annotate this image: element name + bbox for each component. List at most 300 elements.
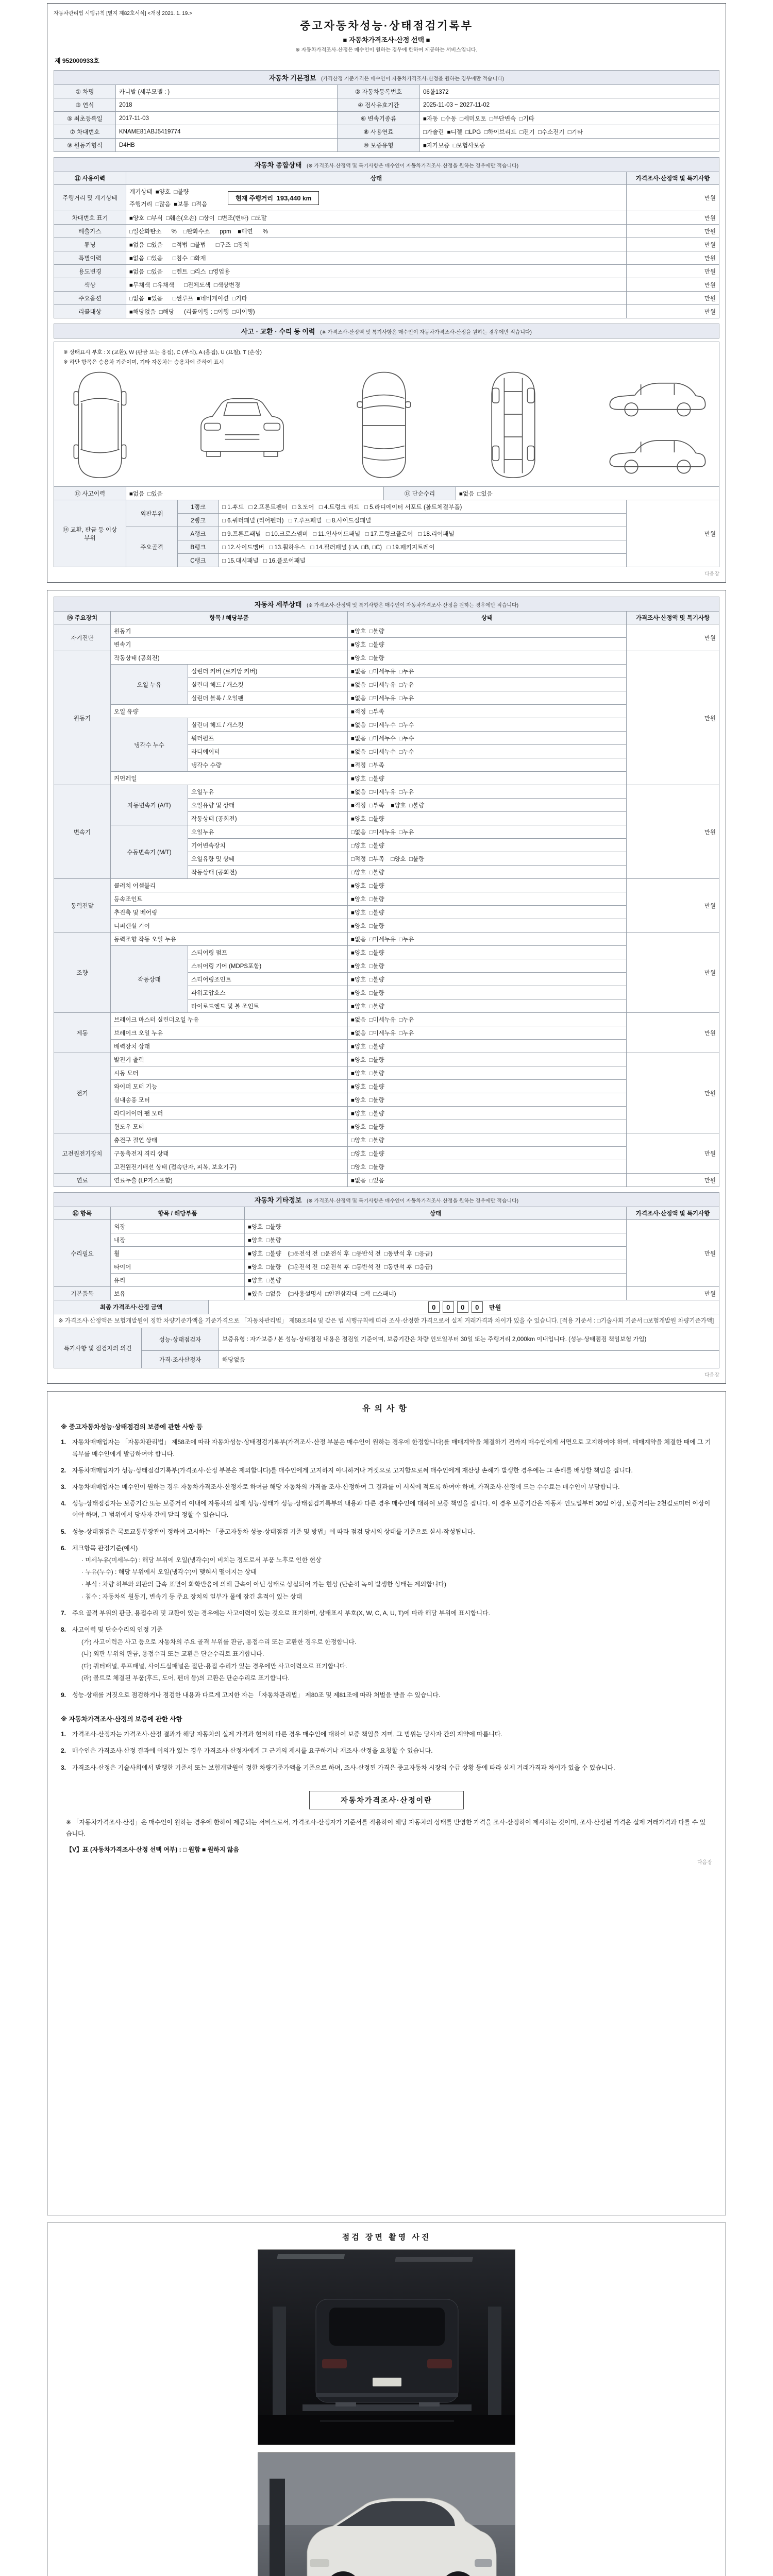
item-cell: 기어변속장치 — [188, 839, 348, 852]
remarks-row — [54, 1328, 719, 1351]
notice-item-number: 2. — [61, 1747, 66, 1755]
comprehensive-table — [54, 172, 719, 318]
item-cell: 충전구 절연 상태 — [111, 1133, 348, 1147]
field-value: □가솔린 ■디젤 □LPG □하이브리드 □전기 □수소전기 □기타 — [420, 125, 719, 139]
etc-row — [54, 1247, 719, 1260]
exchange-panel-table — [54, 500, 719, 567]
field-label: ② 자동차등록번호 — [338, 85, 420, 98]
exchange-panel-row — [54, 500, 719, 514]
field-label: ⑥ 변속기종류 — [338, 112, 420, 125]
price-cell: 만원 — [627, 211, 719, 225]
field-label: ③ 연식 — [54, 98, 116, 112]
section-title: 자동차 세부상태 — [254, 601, 302, 608]
item-cell: 추진축 및 베어링 — [111, 906, 348, 919]
car-diagram-topview-panels — [345, 369, 423, 482]
final-price-row — [54, 1300, 719, 1314]
price-cell: 만원 — [627, 292, 719, 305]
definition-text: ※ 「자동차가격조사·산정」은 매수인이 원하는 경우에 한하여 제공되는 서비스로서, 가격조사·산정자가 기준서를 적용하여 해당 자동차의 상태를 반영한 가격을 조사·산정하여 제시하는 것이며, 조사·산정된 가격은 실제 거래가격과 다를 수 있습니다. — [66, 1818, 706, 1837]
inspection-photo-rear-lift — [258, 2249, 515, 2445]
status-cell: ■없음 □미세누유 □누유 — [348, 678, 627, 691]
notice-item — [61, 1624, 712, 1635]
notice-subitem: (라) 볼트로 체결된 부품(후드, 도어, 펜더 등)의 교환은 단순수리로 표기합니다. — [81, 1674, 290, 1682]
detail-row — [54, 1174, 719, 1187]
item-cell: 윈도우 모터 — [111, 1120, 348, 1133]
etc-row — [54, 1274, 719, 1287]
price-digit-box: 0 — [443, 1301, 454, 1313]
status-cell: ■양호 □불량 — [348, 1053, 627, 1066]
status-cell: ■적정 □부족 ■양호 □불량 — [348, 799, 627, 812]
status-cell: ■있음 □없음 (□사용설명서 □안전삼각대 □잭 □스패너) — [245, 1287, 627, 1300]
status-cell: □없음 ■있음 □썬루프 ■네비게이션 □기타 — [126, 292, 627, 305]
item-cell: 동력조향 작동 오일 누유 — [111, 933, 348, 946]
etc-row — [54, 1233, 719, 1247]
notice-heading-2: ※ 자동차가격조사·산정의 보증에 관한 사항 — [61, 1716, 182, 1723]
panel-items: □ 6.쿼터패널 (리어펜더) □ 7.루프패널 □ 8.사이드실패널 — [219, 514, 627, 527]
field-label: ① 차명 — [54, 85, 116, 98]
notice-item-number: 4. — [61, 1500, 66, 1507]
price-cell: 만원 — [627, 1220, 719, 1287]
detail-row — [54, 624, 719, 638]
item-cell: 스티어링조인트 — [188, 973, 348, 986]
accident-history-row — [54, 487, 719, 500]
status-cell: □적정 □부족 □양호 □불량 — [348, 852, 627, 866]
notice-subitem: · 부식 : 차량 하부와 외판의 금속 표면이 화학반응에 의해 금속이 아닌 상태로 상실되어 가는 현상 (단순히 녹이 발생한 상태는 제외합니다) — [81, 1581, 446, 1588]
basic-row — [54, 139, 719, 152]
panel-items: □ 12.사이드멤버 □ 13.휠하우스 □ 14.필러패널 (□A, □B, □C) □ 19.패키지트레이 — [219, 540, 627, 554]
field-label: ④ 검사유효기간 — [338, 98, 420, 112]
item-cell: 오일유량 및 상태 — [188, 799, 348, 812]
notice-item — [61, 1498, 712, 1520]
status-cell: ■양호 □불량 — [348, 1040, 627, 1053]
device-cell: 제동 — [54, 1013, 111, 1053]
section-title: 자동차 종합상태 — [254, 161, 302, 169]
detail-row — [54, 651, 719, 665]
detail-row — [54, 718, 719, 732]
notice-item — [61, 1481, 712, 1493]
item-cell: 변속기 — [111, 638, 348, 651]
item-cell: 냉각수 수량 — [188, 758, 348, 772]
sheet-basic-info — [47, 3, 726, 583]
field-value: 2018 — [116, 98, 338, 112]
notice-item-number: 6. — [61, 1544, 66, 1552]
status-cell: ■양호 □부식 □훼손(오손) □상이 □변조(변타) □도말 — [126, 211, 627, 225]
section-note: (※ 가격조사·산정액 및 특기사항은 매수인이 자동차가격조사·산정을 원하는 경우에만 적습니다) — [307, 1198, 519, 1204]
notice-list-1 — [61, 1436, 712, 1701]
detail-row — [54, 1013, 719, 1026]
status-cell: □없음 □미세누유 □누유 — [348, 825, 627, 839]
price-cell: 만원 — [627, 185, 719, 211]
document-number: 제 952000933호 — [55, 57, 99, 64]
status-cell: □양호 □불량 — [348, 1147, 627, 1160]
status-cell: ■양호 □불량 — [348, 1080, 627, 1093]
item-cell: 내장 — [111, 1233, 245, 1247]
document-page — [47, 0, 726, 2576]
status-cell: ■없음 □미세누유 □누유 — [348, 933, 627, 946]
notice-subitem: · 침수 : 자동차의 원동기, 변속기 등 주요 장치의 일부가 물에 잠긴 흔적이 있는 상태 — [81, 1592, 303, 1600]
detail-row — [54, 638, 719, 651]
notice-heading-1: ※ 중고자동차성능·상태점검의 보증에 관한 사항 등 — [61, 1423, 203, 1431]
status-cell: ■양호 □불량 — [348, 906, 627, 919]
notice-item-text: 성능·상태를 거짓으로 점검하거나 점검한 내용과 다르게 고지한 자는 「자동차관리법」 제80조 및 제81조에 따라 처벌을 받을 수 있습니다. — [72, 1691, 441, 1699]
notice-item-number: 3. — [61, 1764, 66, 1771]
status-cell: ■양호 □불량 — [245, 1220, 627, 1233]
item-cell: 등속조인트 — [111, 892, 348, 906]
item-cell: 실린더 헤드 / 개스킷 — [188, 718, 348, 732]
basic-info-table — [54, 84, 719, 152]
price-cell: 만원 — [627, 785, 719, 879]
column-header: 항목 / 해당부품 — [111, 612, 348, 624]
mileage-status-lines: 계기상태 ■양호 □불량 주행거리 □많음 ■보통 □적음 — [129, 189, 208, 208]
section-note: (※ 가격조사·산정액 및 특기사항은 매수인이 자동차가격조사·산정을 원하는 경우에만 적습니다) — [307, 163, 519, 169]
usage-label: 주행거리 및 계기상태 — [54, 185, 126, 211]
detail-row — [54, 825, 719, 839]
item-cell: 라디에이터 팬 모터 — [111, 1107, 348, 1120]
subgroup-cell: 냉각수 누수 — [111, 718, 188, 772]
notice-subitem: · 미세누유(미세누수) : 해당 부위에 오일(냉각수)이 비치는 정도로서 부품 노후로 인한 현상 — [81, 1556, 322, 1564]
item-cell: 고전원전기배선 상태 (접속단자, 피복, 보호기구) — [111, 1160, 348, 1174]
price-cell: 만원 — [627, 225, 719, 238]
detail-row — [54, 785, 719, 799]
status-code-legend: ※ 상태표시 부호 : X (교환), W (판금 또는 용접), C (부식), A (흠집), U (요철), T (손상) — [63, 349, 262, 355]
item-cell: 오일누유 — [188, 825, 348, 839]
price-cell: 만원 — [627, 1013, 719, 1053]
field-label: ⑧ 사용연료 — [338, 125, 420, 139]
page-subtitle-note: ※ 자동차가격조사·산정은 매수인이 원하는 경우에 한하여 제공하는 서비스입니다. — [295, 47, 478, 53]
remarks-text: 보증유형 : 자가보증 / 본 성능·상태점검 내용은 점검일 기준이며, 보증기간은 차량 인도일부터 30일 또는 주행거리 2,000km 이내입니다. (성능·상태점검 책임보험 가입) — [219, 1328, 719, 1351]
section-title: 자동차 기타정보 — [254, 1196, 302, 1204]
notice-item — [61, 1526, 712, 1537]
usage-history-row — [54, 251, 719, 265]
status-cell: ■양호 □불량 — [348, 772, 627, 785]
car-diagram-frontview — [191, 389, 294, 462]
column-header: ⑯ 항목 — [54, 1207, 111, 1220]
status-cell: ■적정 □부족 — [348, 705, 627, 718]
item-cell: 워터펌프 — [188, 732, 348, 745]
simple-repair-label: ⑬ 단순수리 — [384, 487, 456, 500]
simple-repair-status: ■없음 □있음 — [456, 487, 719, 500]
detail-row — [54, 1080, 719, 1093]
final-price-unit: 만원 — [489, 1304, 501, 1311]
column-header: 가격조사·산정액 및 특기사항 — [627, 172, 719, 185]
subgroup-cell: 오일 누유 — [111, 665, 188, 705]
status-cell: ■양호 □불량 — [348, 812, 627, 825]
basic-row — [54, 112, 719, 125]
device-cell: 고전원전기장치 — [54, 1133, 111, 1174]
status-cell: □양호 □불량 — [348, 1133, 627, 1147]
usage-label: 용도변경 — [54, 265, 126, 278]
status-cell: ■없음 □있음 — [348, 1174, 627, 1187]
etc-group-cell: 기본품목 — [54, 1287, 111, 1300]
item-cell: 작동상태 (공회전) — [111, 651, 348, 665]
section-note: (가격산정 기준가격은 매수인이 자동차가격조사·산정을 원하는 경우에만 적습니다) — [321, 76, 505, 82]
status-cell: ■양호 □불량 — [348, 1093, 627, 1107]
field-value: 카니발 (세부모델 : ) — [116, 85, 338, 98]
notice-item-number: 8. — [61, 1626, 66, 1634]
status-cell: □양호 □불량 — [348, 839, 627, 852]
detail-row — [54, 906, 719, 919]
notice-item-number: 3. — [61, 1483, 66, 1490]
item-cell: 타이어 — [111, 1260, 245, 1274]
device-cell: 조향 — [54, 933, 111, 1013]
usage-label: 튜닝 — [54, 238, 126, 251]
detail-row — [54, 1026, 719, 1040]
notice-item-text: 자동차매매업자가 성능·상태점검기록부(가격조사·산정 부분은 제외합니다)를 매수인에게 고지하지 아니하거나 거짓으로 고지함으로써 매수인에게 재산상 손해가 발생한 경우에는 그 손해를 배상할 책임을 집니다. — [72, 1466, 633, 1474]
notice-item-text: 매수인은 가격조사·산정 결과에 이의가 있는 경우 가격조사·산정자에게 그 근거의 제시를 요구하거나 재조사·산정을 요청할 수 있습니다. — [72, 1747, 433, 1755]
column-header: 상태 — [348, 612, 627, 624]
final-price-table — [54, 1300, 719, 1328]
section-bar-accident — [54, 324, 719, 338]
status-cell: ■양호 □불량 — [348, 879, 627, 892]
table-header-row — [54, 612, 719, 624]
status-cell: ■없음 □미세누수 □누수 — [348, 718, 627, 732]
price-basis-note: ※ 가격조사·산정액은 보험개발원이 정한 차량기준가액을 기준가격으로 「자동차관리법」 제58조의4 및 같은 법 시행규칙에 따라 조사·산정한 가격으로서 실제 거래가격과 차이가 있을 수 있습니다. [적용 기준서 : □기술사회 기준서 □보험개발원 차량기준가액] — [54, 1314, 719, 1328]
etc-row — [54, 1287, 719, 1300]
status-cell: ■없음 □미세누수 □누수 — [348, 732, 627, 745]
panel-zone-label: 주요골격 — [126, 527, 178, 567]
notice-item-text: 사고이력 및 단순수리의 인정 기준 — [72, 1626, 163, 1634]
device-cell: 연료 — [54, 1174, 111, 1187]
car-diagram-topview-shell — [61, 369, 139, 482]
section-bar-etc — [54, 1192, 719, 1207]
price-digit-box: 0 — [428, 1301, 440, 1313]
device-cell: 원동기 — [54, 651, 111, 785]
sheet-notice — [47, 1391, 726, 2215]
notice-item-number: 2. — [61, 1466, 66, 1474]
definition-box-wrap — [61, 1791, 712, 1809]
usage-history-row — [54, 265, 719, 278]
current-mileage-box: 현재 주행거리 193,440 km — [228, 191, 319, 205]
detail-row — [54, 1120, 719, 1133]
status-cell: ■양호 □불량 — [245, 1233, 627, 1247]
detail-state-table — [54, 611, 719, 1187]
car-diagram-panel — [54, 342, 719, 487]
status-cell: ■없음 □있음 □적법 □불법 □구조 □장치 — [126, 238, 627, 251]
field-label: ⑩ 보증유형 — [338, 139, 420, 152]
usage-history-row — [54, 292, 719, 305]
item-cell: 실린더 헤드 / 개스킷 — [188, 678, 348, 691]
notice-item-text: 자동차매매업자는 「자동차관리법」 제58조에 따라 자동차성능·상태점검기록부(가격조사·산정 부분은 매수인이 원하는 경우에 한정합니다)를 매매계약을 체결하기 전까지 매수인에게 서면으로 고지하여야 하며, 매매계약을 체결한 때에 그 기록부를 매수인에게 발급하여야 합니다. — [72, 1438, 711, 1458]
panel-items: □ 15.대시패널 □ 16.플로어패널 — [219, 554, 627, 567]
price-basis-row — [54, 1314, 719, 1328]
notice-item-text: 성능·상태점검은 국토교통부장관이 정하여 고시하는 「중고자동차 성능·상태점검 기준 및 방법」에 따라 점검 당시의 상태를 기준으로 실시·작성됩니다. — [72, 1528, 475, 1535]
price-cell: 만원 — [627, 238, 719, 251]
detail-row — [54, 1133, 719, 1147]
notice-item-number: 1. — [61, 1731, 66, 1738]
accident-history-table — [54, 486, 719, 500]
rank-label: B랭크 — [178, 540, 219, 554]
status-cell: ■양호 □불량 — [245, 1274, 627, 1287]
item-cell: 브레이크 오일 누유 — [111, 1026, 348, 1040]
notice-item — [61, 1607, 712, 1619]
notice-item — [61, 1543, 712, 1554]
field-label: ⑦ 차대번호 — [54, 125, 116, 139]
status-cell: ■양호 □불량 — [348, 624, 627, 638]
notice-subitem: (나) 외판 부위의 판금, 용접수리 또는 교환은 단순수리로 표기합니다. — [81, 1650, 264, 1658]
final-price-label: 최종 가격조사·산정 금액 — [54, 1300, 209, 1314]
title-block — [54, 18, 719, 53]
page-mark: 다음장 — [704, 1372, 719, 1379]
column-header: 항목 / 해당부품 — [111, 1207, 245, 1220]
status-cell: ■해당없음 □해당 (리콜이행 : □이행 □미이행) — [126, 305, 627, 318]
detail-row — [54, 933, 719, 946]
car-diagram-underbody — [475, 369, 552, 482]
notice-item-number: 1. — [61, 1438, 66, 1446]
mileage-status — [129, 186, 623, 210]
field-value: ■자가보증 □보험사보증 — [420, 139, 719, 152]
photo-front-lift-image — [258, 2453, 515, 2576]
price-cell: 만원 — [627, 1133, 719, 1174]
status-cell: ■양호 □불량 — [348, 919, 627, 933]
basic-row — [54, 85, 719, 98]
notice-item-text: 체크항목 판정기준(예시) — [72, 1544, 138, 1552]
section-title: 사고 · 교환 · 수리 등 이력 — [241, 328, 315, 335]
column-header: 가격조사·산정액 및 특기사항 — [627, 1207, 719, 1220]
status-cell: ■없음 □미세누유 □누유 — [348, 665, 627, 678]
column-header: 가격조사·산정액 및 특기사항 — [627, 612, 719, 624]
field-value: 2025-11-03 ~ 2027-11-02 — [420, 98, 719, 112]
usage-history-row — [54, 225, 719, 238]
field-label: ⑨ 원동기형식 — [54, 139, 116, 152]
status-cell: ■없음 □미세누유 □누유 — [348, 1013, 627, 1026]
usage-label: 차대번호 표기 — [54, 211, 126, 225]
detail-row — [54, 705, 719, 718]
section-bar-comprehensive — [54, 157, 719, 172]
detail-row — [54, 1040, 719, 1053]
price-cell: 만원 — [627, 500, 719, 567]
item-cell: 원동기 — [111, 624, 348, 638]
column-header: ⑮ 주요장치 — [54, 612, 111, 624]
subgroup-cell: 작동상태 — [111, 946, 188, 1013]
field-value: ■자동 □수동 □세미오토 □무단변속 □기타 — [420, 112, 719, 125]
status-cell: ■양호 □불량 (□운전석 전 □운전석 후 □동반석 전 □동반석 후 □응급) — [245, 1260, 627, 1274]
status-cell: ■양호 □불량 — [348, 999, 627, 1013]
item-cell: 작동상태 (공회전) — [188, 812, 348, 825]
final-price-value — [209, 1300, 719, 1314]
price-cell: 만원 — [627, 651, 719, 785]
detail-row — [54, 946, 719, 959]
notice-item-text: 가격조사·산정자는 가격조사·산정 결과가 해당 자동차의 실제 가격과 현저히 다른 경우 매수인에 대하여 보증 책임을 지며, 그 범위는 당사자 간의 계약에 따릅니다. — [72, 1731, 502, 1738]
item-cell: 오일누유 — [188, 785, 348, 799]
device-cell: 동력전달 — [54, 879, 111, 933]
usage-label: 특별이력 — [54, 251, 126, 265]
item-cell: 유리 — [111, 1274, 245, 1287]
field-value: D4HB — [116, 139, 338, 152]
diagram-note: ※ 하단 항목은 승용차 기준이며, 기타 자동차는 승용차에 준하여 표시 — [63, 359, 224, 365]
table-header-row — [54, 172, 719, 185]
item-cell: 실린더 블록 / 오일팬 — [188, 691, 348, 705]
status-cell: ■적정 □부족 — [348, 758, 627, 772]
field-value: 06볼1372 — [420, 85, 719, 98]
remarks-row — [54, 1351, 719, 1368]
column-header: 상태 — [245, 1207, 627, 1220]
status-cell: ■없음 □미세누유 □누유 — [348, 691, 627, 705]
exchange-panel-row — [54, 527, 719, 540]
usage-history-row — [54, 238, 719, 251]
accident-history-status: ■없음 □있음 — [126, 487, 384, 500]
notice-item-text: 주요 골격 부위의 판금, 용접수리 및 교환이 있는 경우에는 사고이력이 있는 것으로 표기하며, 상태표시 부호(X, W, C, A, U, T)에 따라 해당 부위에 표시합니다. — [72, 1609, 490, 1617]
item-cell: 보유 — [111, 1287, 245, 1300]
detail-row — [54, 1160, 719, 1174]
device-cell: 자기진단 — [54, 624, 111, 651]
detail-row — [54, 772, 719, 785]
detail-row — [54, 1066, 719, 1080]
usage-history-row — [54, 185, 719, 211]
notice-item — [61, 1745, 712, 1756]
notice-subitem: (가) 사고이력은 사고 등으로 자동차의 주요 골격 부위를 판금, 용접수리 또는 교환한 경우로 한정합니다. — [81, 1638, 357, 1646]
detail-row — [54, 892, 719, 906]
usage-label: 주요옵션 — [54, 292, 126, 305]
sheet-photos — [47, 2223, 726, 2576]
item-cell: 스티어링 펌프 — [188, 946, 348, 959]
car-diagram-sideviews — [603, 369, 712, 482]
item-cell: 실린더 커버 (로커암 커버) — [188, 665, 348, 678]
price-cell: 만원 — [627, 251, 719, 265]
notice-item — [61, 1436, 712, 1459]
usage-history-row — [54, 278, 719, 292]
notice-item-number: 9. — [61, 1691, 66, 1699]
status-cell: ■양호 □불량 — [348, 959, 627, 973]
item-cell: 오일 유량 — [111, 705, 348, 718]
status-cell: ■없음 □있음 □렌트 □리스 □영업용 — [126, 265, 627, 278]
photo-rear-lift-image — [258, 2250, 515, 2445]
item-cell: 라디에이터 — [188, 745, 348, 758]
price-cell: 만원 — [627, 265, 719, 278]
remarks-who: 성능·상태점검자 — [142, 1328, 219, 1351]
item-cell: 실내송풍 모터 — [111, 1093, 348, 1107]
status-cell: ■없음 □미세누수 □누수 — [348, 745, 627, 758]
notice-item-number: 5. — [61, 1528, 66, 1535]
final-price-digits — [427, 1305, 484, 1311]
rank-label: 2랭크 — [178, 514, 219, 527]
detail-row — [54, 665, 719, 678]
notice-list-2 — [61, 1728, 712, 1773]
price-digit-box: 0 — [457, 1301, 468, 1313]
inspection-photo-front-lift — [258, 2452, 515, 2576]
price-cell: 만원 — [627, 1053, 719, 1133]
form-reference: 자동차관리법 시행규칙 [별지 제82호서식] <개정 2021. 1. 19.> — [54, 11, 192, 16]
status-cell: ■무채색 □유채색 □전체도색 □색상변경 — [126, 278, 627, 292]
diagram-row — [61, 369, 712, 482]
section-bar-detail — [54, 597, 719, 612]
status-cell: ■양호 □불량 — [348, 892, 627, 906]
panel-items: □ 1.후드 □ 2.프론트펜더 □ 3.도어 □ 4.트렁크 리드 □ 5.라디에이터 서포트 (볼트체결부품) — [219, 500, 627, 514]
column-header: ⑪ 사용이력 — [54, 172, 126, 185]
page-title: 중고자동차성능·상태점검기록부 — [300, 20, 473, 32]
price-cell: 만원 — [627, 624, 719, 651]
item-cell: 휠 — [111, 1247, 245, 1260]
panel-zone-label: 외판부위 — [126, 500, 178, 527]
page-subtitle: ■ 자동차가격조사·산정 선택 ■ — [343, 36, 430, 44]
column-header: 상태 — [126, 172, 627, 185]
detail-row — [54, 1107, 719, 1120]
item-cell: 클러치 어셈블리 — [111, 879, 348, 892]
notice-item-text: 성능·상태점검자는 보증기간 또는 보증거리 이내에 자동차의 실제 성능·상태가 성능·상태점검기록부의 내용과 다른 경우 매수인에 대하여 보증 책임을 집니다. 이 경우 보증기간은 자동차 인도일부터 30일 이상, 보증거리는 2천킬로미터 이상이어야 하며, 그 범위에서 당사자 간에 달리 정할 수 있습니다. — [72, 1500, 711, 1519]
item-cell: 디퍼렌셜 기어 — [111, 919, 348, 933]
status-cell: ■양호 □불량 — [348, 986, 627, 999]
item-cell: 타이로드엔드 및 볼 조인트 — [188, 999, 348, 1013]
notice-item — [61, 1689, 712, 1701]
etc-info-table — [54, 1207, 719, 1300]
status-cell: □양호 □불량 — [348, 866, 627, 879]
detail-row — [54, 1053, 719, 1066]
basic-row — [54, 98, 719, 112]
item-cell: 오일유량 및 상태 — [188, 852, 348, 866]
price-cell: 만원 — [627, 1287, 719, 1300]
detail-row — [54, 879, 719, 892]
device-cell: 변속기 — [54, 785, 111, 879]
subgroup-cell: 자동변속기 (A/T) — [111, 785, 188, 825]
exchange-parts-label: ⑭ 교환, 판금 등 이상 부위 — [54, 500, 126, 567]
